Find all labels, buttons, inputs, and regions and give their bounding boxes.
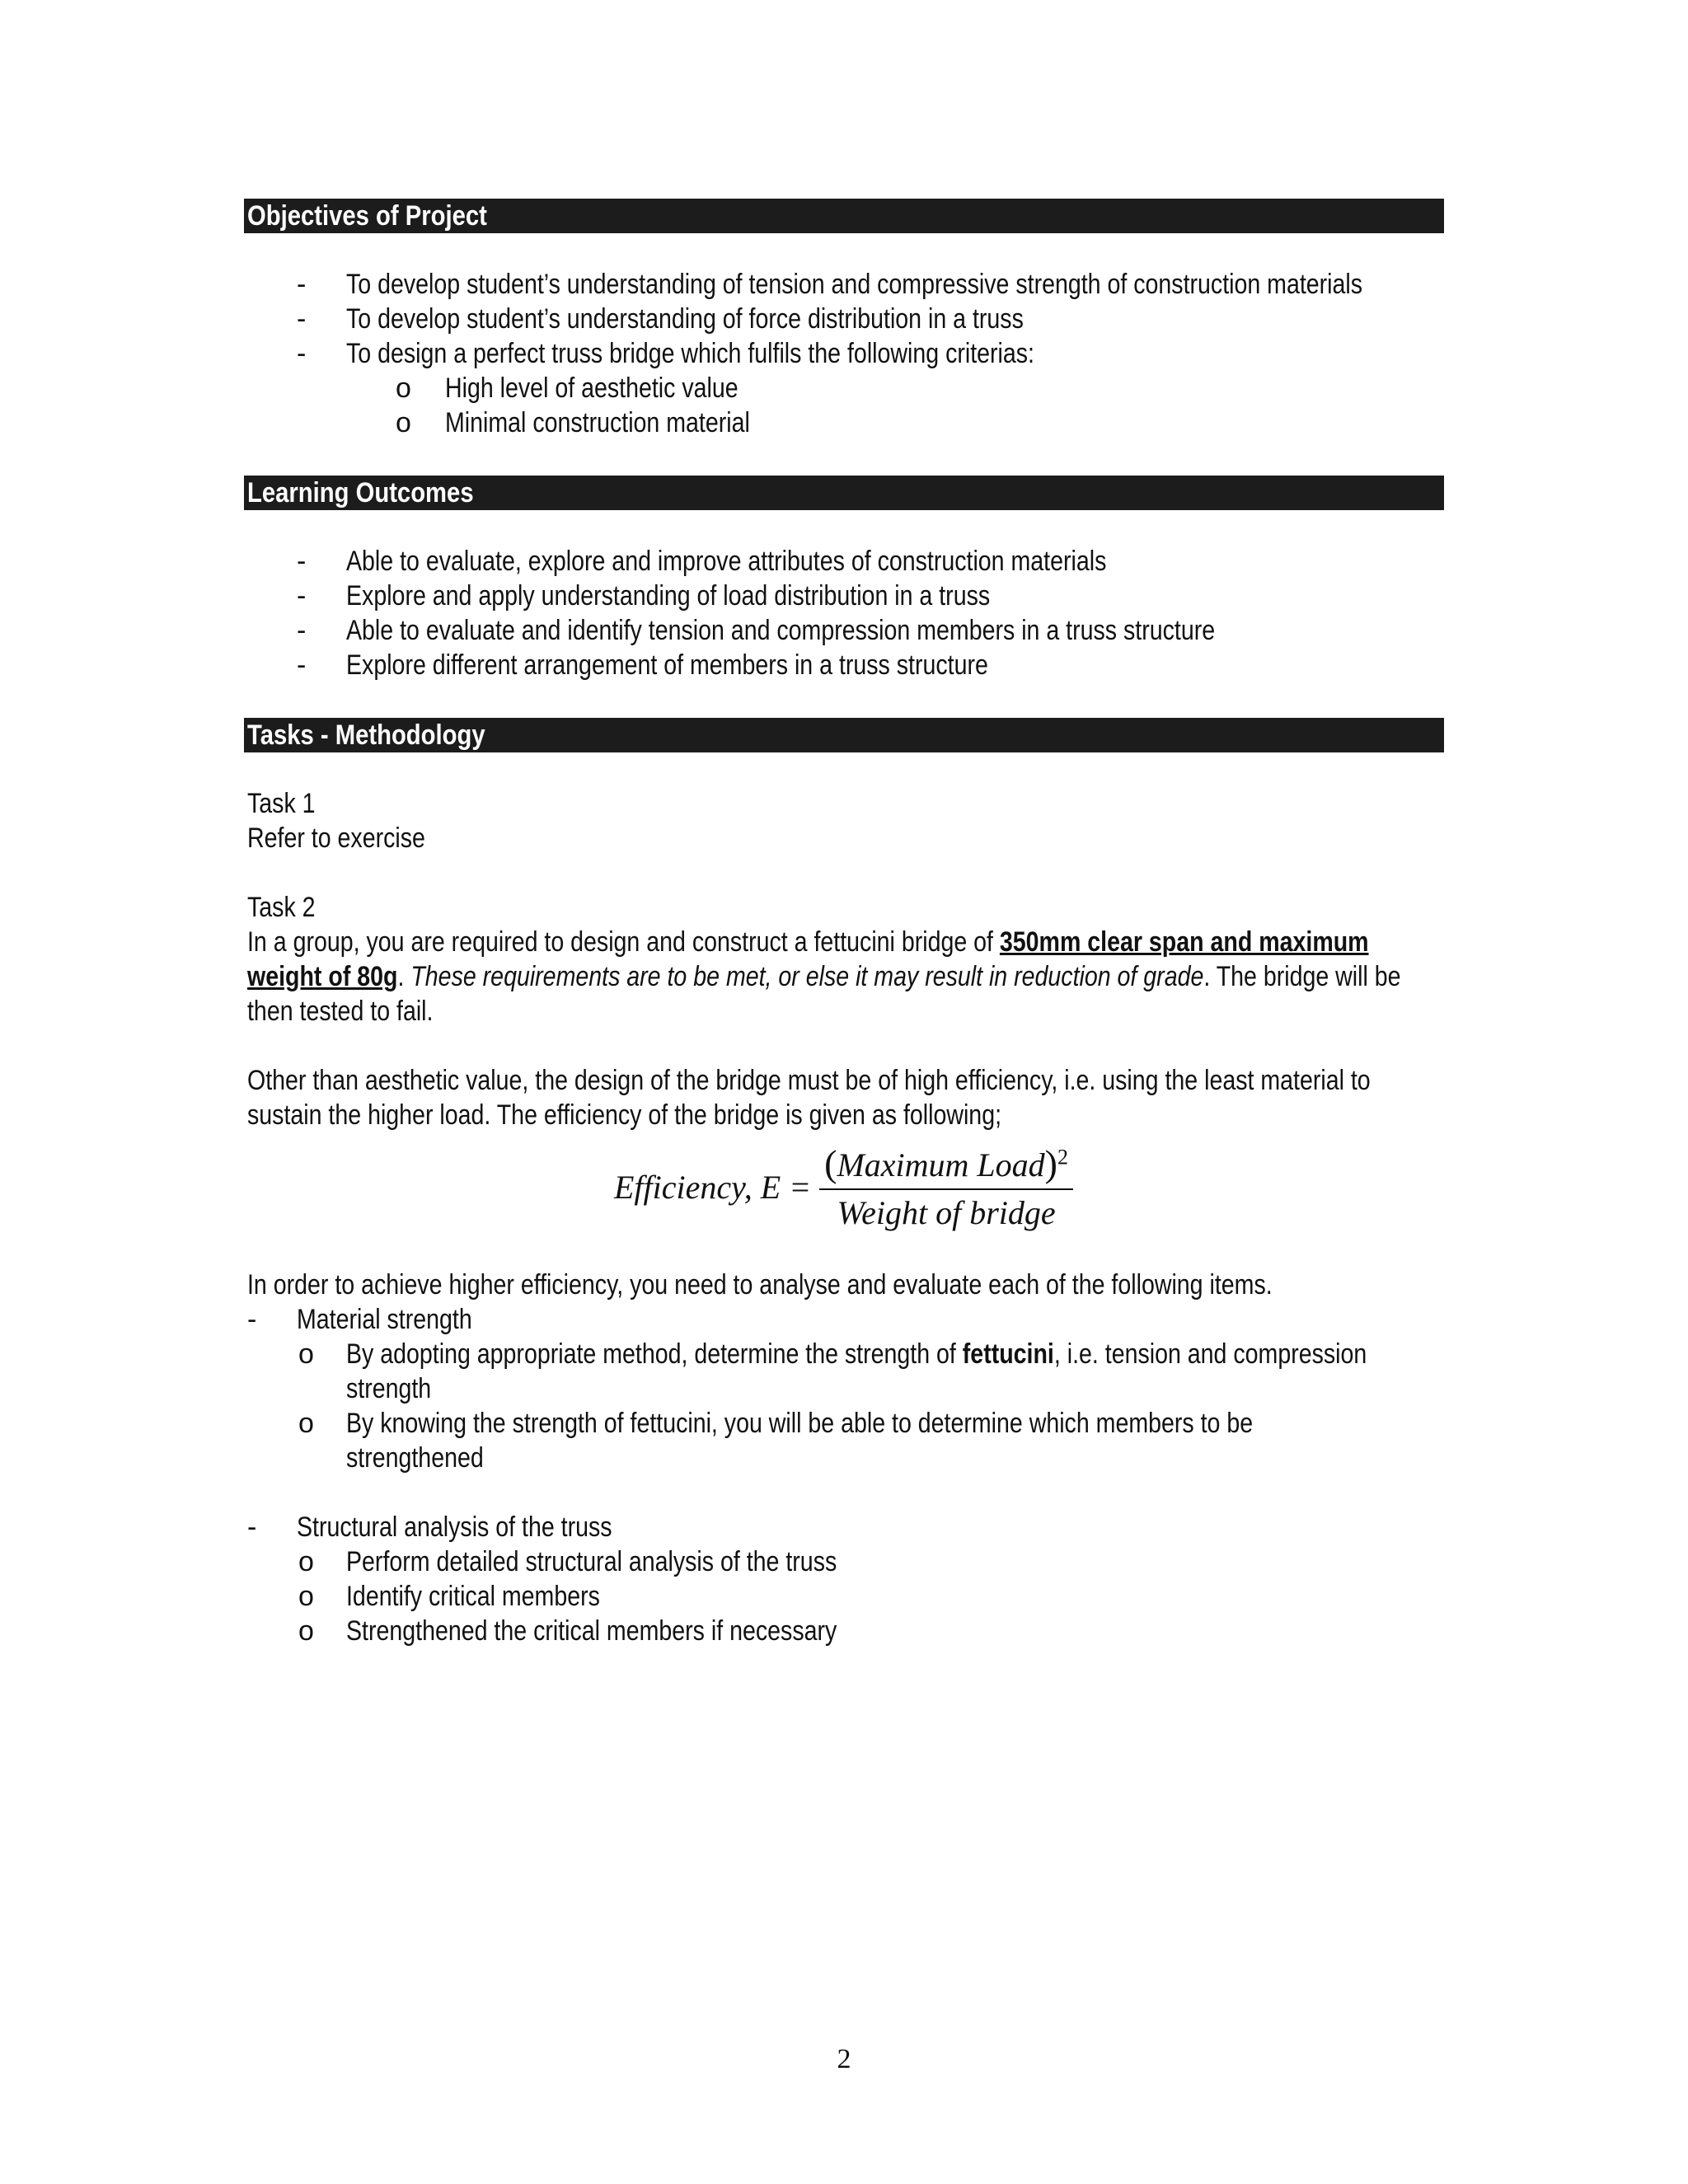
dash-marker: -	[247, 1511, 257, 1543]
structural-title: Structural analysis of the truss	[297, 1511, 612, 1543]
page-number: 2	[837, 2044, 851, 2074]
outcome-item: Explore different arrangement of members in a truss structure	[346, 649, 988, 681]
outcome-item: Able to evaluate and identify tension and compression members in a truss structure	[346, 615, 1216, 646]
material-sub2: By knowing the strength of fettucini, you will be able to determine which members to be	[346, 1408, 1254, 1439]
dash-marker: -	[297, 546, 307, 577]
task1-text: Refer to exercise	[247, 823, 425, 854]
material-title: Material strength	[297, 1304, 472, 1335]
task2-text-a: In a group, you are required to design and construct a fettucini bridge of	[247, 926, 1000, 958]
task2-text-c: . The bridge will be then tested to fail.	[247, 961, 1401, 1027]
task2-title: Task 2	[247, 892, 316, 923]
dash-marker: -	[247, 1304, 257, 1335]
task2-paragraph	[247, 925, 1444, 1029]
formula-lhs: Efficiency, E =	[614, 1168, 812, 1206]
task2-text-b: .	[397, 961, 411, 992]
dash-marker: -	[297, 269, 307, 300]
formula-exponent: 2	[1057, 1145, 1068, 1169]
dash-marker: -	[297, 338, 307, 369]
efficiency-formula	[614, 1137, 1073, 1236]
material-sub1-a: By adopting appropriate method, determine the strength of	[346, 1338, 963, 1370]
dash-marker: -	[297, 303, 307, 335]
outcome-item: Able to evaluate, explore and improve attributes of construction materials	[346, 546, 1107, 577]
formula-numerator: (Maximum Load)$^2$	[819, 1141, 1073, 1190]
objective-item: To design a perfect truss bridge which fulfils the following criterias:	[346, 338, 1034, 369]
objective-subitem: Minimal construction material	[445, 407, 750, 438]
circle-bullet: o	[298, 1615, 314, 1647]
material-sub1	[346, 1337, 1367, 1371]
structural-sub: Strengthened the critical members if necessary	[346, 1615, 837, 1647]
task2-warning: These requirements are to be met, or else it may result in reduction of grade	[410, 961, 1204, 992]
numerator-text: Maximum Load	[837, 1146, 1045, 1183]
circle-bullet: o	[298, 1581, 314, 1612]
objective-item: To develop student’s understanding of force distribution in a truss	[346, 303, 1024, 335]
task1-title: Task 1	[247, 788, 316, 819]
circle-bullet: o	[298, 1338, 314, 1370]
structural-sub: Identify critical members	[346, 1581, 600, 1612]
outcomes-heading: Learning Outcomes	[244, 476, 1444, 510]
outcome-item: Explore and apply understanding of load distribution in a truss	[346, 580, 991, 612]
structural-sub: Perform detailed structural analysis of the truss	[346, 1546, 837, 1577]
objective-subitem: High level of aesthetic value	[445, 373, 738, 404]
material-sub1-b: , i.e. tension and compression	[1053, 1338, 1367, 1370]
efficiency-text: Other than aesthetic value, the design of the bridge must be of high efficiency, i.e. using the least material to sustain the higher load. The efficiency of the bridge is given as following;	[247, 1065, 1371, 1131]
formula-denominator: Weight of bridge	[837, 1194, 1056, 1231]
efficiency-paragraph	[247, 1063, 1444, 1132]
circle-bullet: o	[298, 1546, 314, 1577]
formula-fraction	[819, 1141, 1073, 1232]
material-sub1-line2: strength	[346, 1373, 432, 1404]
dash-marker: -	[297, 649, 307, 681]
material-sub1-bold: fettucini	[962, 1338, 1054, 1370]
objective-item: To develop student’s understanding of tension and compressive strength of construction materials	[346, 269, 1363, 300]
task2-requirement: 350mm clear span and maximum weight of 80g	[247, 926, 1369, 992]
dash-marker: -	[297, 615, 307, 646]
circle-bullet: o	[298, 1408, 314, 1439]
material-sub2-line2: strengthened	[346, 1442, 484, 1474]
dash-marker: -	[297, 580, 307, 612]
objectives-heading: Objectives of Project	[244, 199, 1444, 233]
analyse-intro: In order to achieve higher efficiency, you need to analyse and evaluate each of the following items.	[247, 1269, 1273, 1301]
tasks-heading: Tasks - Methodology	[244, 718, 1444, 752]
circle-bullet: o	[396, 373, 411, 404]
circle-bullet: o	[396, 407, 411, 438]
